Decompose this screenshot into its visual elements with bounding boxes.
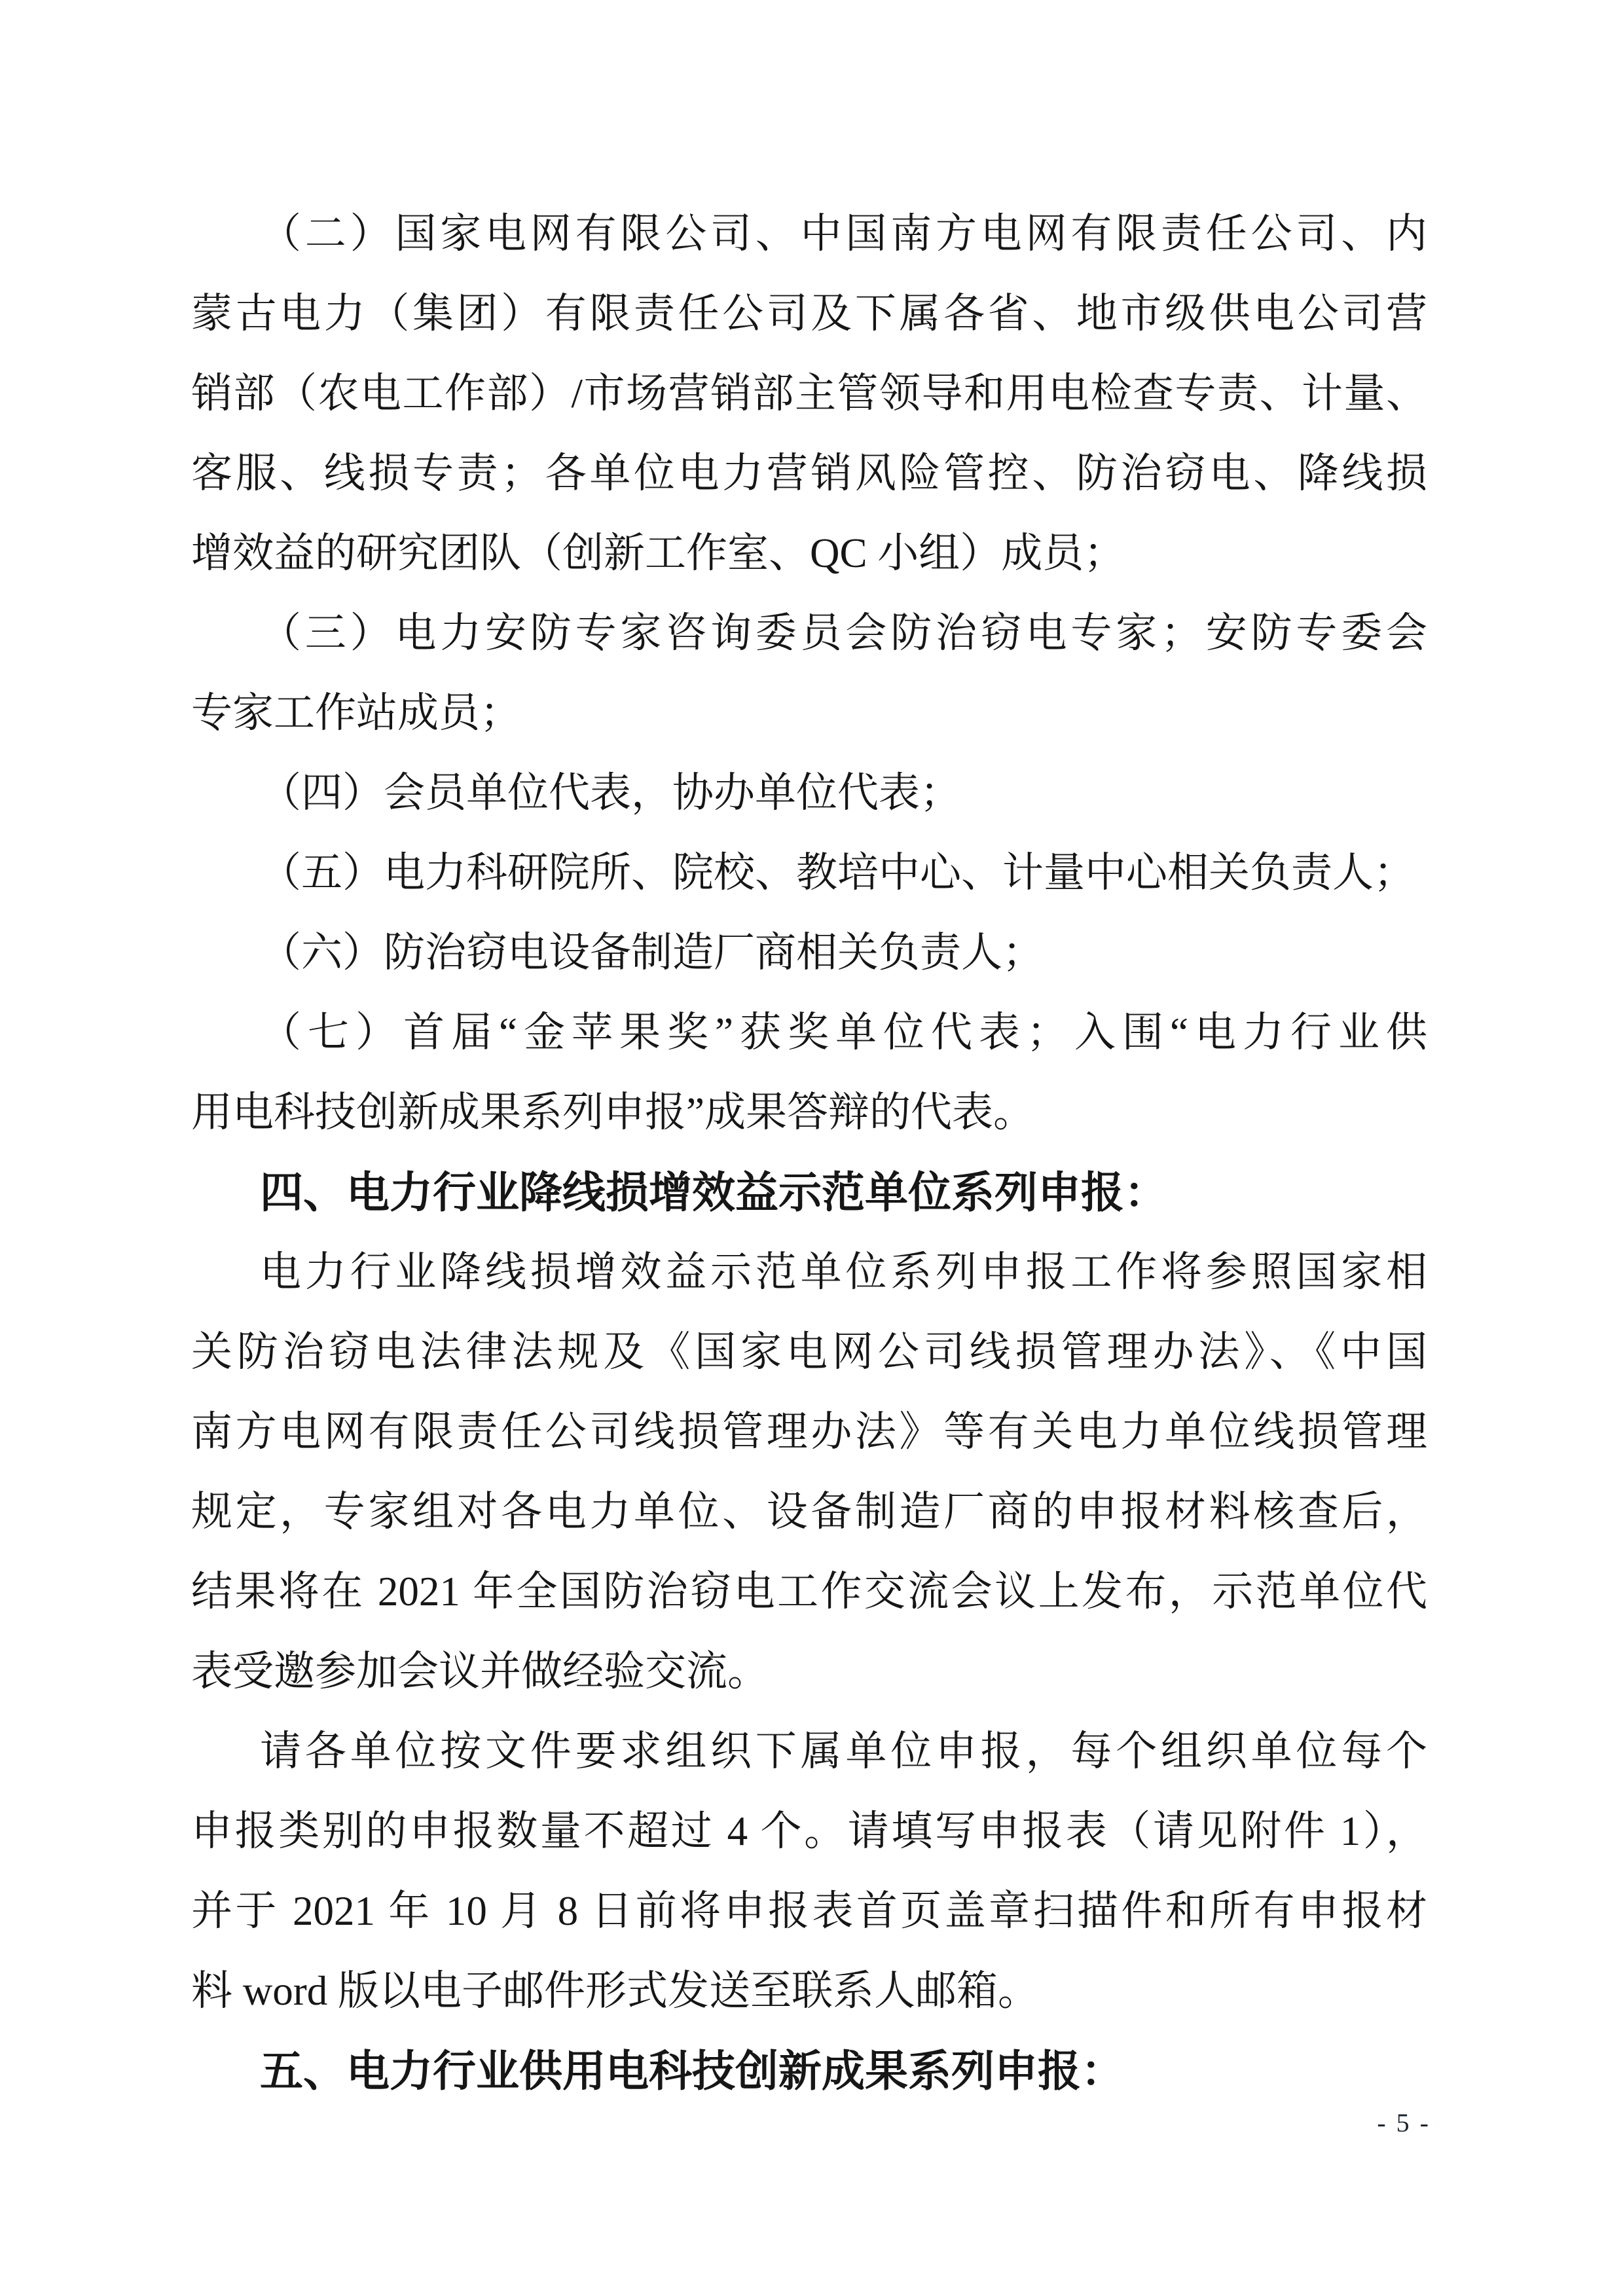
body-line: 料 word 版以电子邮件形式发送至联系人邮箱。 [191, 1968, 1039, 2014]
body-line: （三）电力安防专家咨询委员会防治窃电专家；安防专委会 [260, 610, 1427, 656]
body-line: 申报类别的申报数量不超过 4 个。请填写申报表（请见附件 1）， [191, 1808, 1427, 1854]
body-line: （四）会员单位代表，协办单位代表； [260, 770, 961, 816]
section-heading-5: 五、电力行业供用电科技创新成果系列申报： [260, 2047, 1124, 2095]
section-heading-4: 四、电力行业降线损增效益示范单位系列申报： [260, 1168, 1167, 1216]
body-line: （七）首届“金苹果奖”获奖单位代表；入围“电力行业供 [260, 1010, 1427, 1055]
body-line: （六）防治窃电设备制造厂商相关负责人； [260, 930, 1044, 975]
page-number: - 5 - [1377, 2108, 1431, 2138]
body-line: 规定，专家组对各电力单位、设备制造厂商的申报材料核查后， [191, 1489, 1427, 1535]
body-line: 南方电网有限责任公司线损管理办法》等有关电力单位线损管理 [191, 1409, 1427, 1455]
document-body [191, 194, 1427, 2111]
body-line: 表受邀参加会议并做经验交流。 [191, 1649, 769, 1694]
body-line: 并于 2021 年 10 月 8 日前将申报表首页盖章扫描件和所有申报材 [191, 1888, 1427, 1934]
body-line: 销部（农电工作部）/市场营销部主管领导和用电检查专责、计量、 [191, 371, 1427, 416]
body-line: 专家工作站成员； [191, 690, 521, 736]
body-line: （二）国家电网有限公司、中国南方电网有限责任公司、内 [260, 211, 1427, 257]
body-line: 结果将在 2021 年全国防治窃电工作交流会议上发布，示范单位代 [191, 1569, 1427, 1614]
body-line: 客服、线损专责；各单位电力营销风险管控、防治窃电、降线损 [191, 450, 1427, 496]
body-line: 蒙古电力（集团）有限责任公司及下属各省、地市级供电公司营 [191, 291, 1427, 337]
body-line: 请各单位按文件要求组织下属单位申报，每个组织单位每个 [260, 1728, 1427, 1774]
body-line: 用电科技创新成果系列申报”成果答辩的代表。 [191, 1089, 1034, 1135]
body-line: 关防治窃电法律法规及《国家电网公司线损管理办法》、《中国 [191, 1329, 1427, 1375]
body-line: 电力行业降线损增效益示范单位系列申报工作将参照国家相 [260, 1249, 1427, 1295]
body-line: 增效益的研究团队（创新工作室、QC 小组）成员； [191, 530, 1125, 576]
body-line: （五）电力科研院所、院校、教培中心、计量中心相关负责人； [260, 850, 1415, 896]
